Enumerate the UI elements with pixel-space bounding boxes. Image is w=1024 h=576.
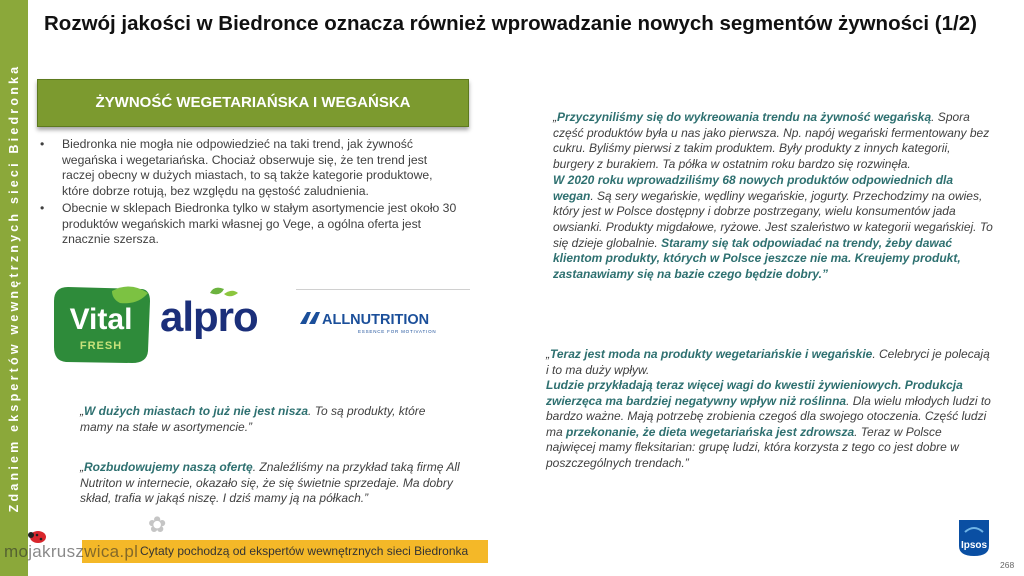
- section-banner: ŻYWNOŚĆ WEGETARIAŃSKA I WEGAŃSKA: [37, 79, 469, 127]
- allnutrition-logo-tagline: ESSENCE FOR MOTIVATION: [358, 329, 437, 334]
- vital-logo-subtext: FRESH: [79, 340, 123, 352]
- logo-divider-line: [296, 289, 470, 290]
- ipsos-logo-text: Ipsos: [960, 540, 988, 551]
- page-title: Rozwój jakości w Biedronce oznacza również wprowadzanie nowych segmentów żywności (1/2): [44, 12, 977, 35]
- watermark-flower-icon: ✿: [148, 512, 167, 537]
- bullet-list: [38, 137, 458, 250]
- quote-vegan-trend: „Przyczyniliśmy się do wykreowania trendu na żywność wegańską. Spora część produktów była u nas jako pierwsza. Np. napój wegański fermentowany bez cukru. Byliśmy pierwsi z takim produktem. Były produkty z innych kategorii, burgery z burakiem. Ta półka w ostatnim roku bardzo się rozwinęła. W 2020 roku wprowadziliśmy 68 nowych produktów odpowiednich dla wegan. Są sery wegańskie, wędliny wegańskie, jogurty. Przechodzimy na owies, który jest w Polsce dostępny i dobrze postrzegany, wielu konsumentów jada owsianki. Produkty migdałowe, ryżowe. Jest szaleństwo w kategorii wegańskiej. To się dzieje globalnie. Staramy się tak odpowiadać na trendy, żeby dawać klientom produkty, których w Polsce jeszcze nie ma. Kreujemy produkt, zastanawiamy się na bazie czego będzie dobry.”: [553, 110, 993, 282]
- allnutrition-logo: [298, 305, 462, 335]
- sidebar-band: [0, 0, 28, 576]
- bullet-item: • Biedronka nie mogła nie odpowiedzieć na taki trend, jak żywność wegańska i wegetariańska. Chociaż obserwuje się, że ten trend jest raczej obecny w dużych miastach, to są także kategorie produktowe, które dobrze rotują, bez względu na gęstość zaludnienia.: [38, 137, 458, 199]
- alpro-logo-text: alpro: [160, 293, 258, 339]
- alpro-logo: [158, 287, 276, 339]
- watermark-text: mojakruszwica.pl: [4, 542, 139, 561]
- quote-expanding-offer: „Rozbudowujemy naszą ofertę. Znaleźliśmy na przykład taką firmę All Nutriton w internecie, okazało się, że się świetnie sprzedaje. Ma dobry skład, trafia w jakąś niszę. I dziś mamy ją na półkach.”: [80, 460, 460, 505]
- quote-vegetarian-fashion: „Teraz jest moda na produkty wegetariańskie i wegańskie. Celebryci je polecają i to ma duży wpływ. Ludzie przykładają teraz więcej wagi do kwestii żywieniowych. Produkcja zwierzęca ma bardziej negatywny wpływ niż roślinna. Dla wielu młodych ludzi to bardzo ważne. Mają potrzebę zrobienia czegoś dla swojego otoczenia. Część ludzi ma przekonanie, że dieta wegetariańska jest zdrowsza. Teraz w Polsce najwięcej mamy fleksitarian: grupę ludzi, która korzysta z tego co jest dobre w poszczególnych trendach.”: [546, 347, 991, 470]
- vital-logo-text: Vital: [69, 303, 133, 336]
- bullet-item: • Obecnie w sklepach Biedronka tylko w stałym asortymencie jest około 30 produktów wegańskich marki własnej go Vege, a ogólna oferta jest znacznie szersza.: [38, 201, 458, 248]
- allnutrition-logo-text: ALLNUTRITION: [322, 312, 430, 328]
- sidebar-vertical-text: Zdaniem ekspertów wewnętrznych sieci Biedronka: [7, 63, 21, 513]
- ipsos-logo: [957, 518, 991, 558]
- vital-fresh-logo: [50, 283, 153, 366]
- page-number: 268: [1000, 560, 1015, 570]
- quote-big-cities: „W dużych miastach to już nie jest nisza. To są produkty, które mamy na stałe w asortymencie.”: [80, 404, 426, 434]
- footer-source-note: Cytaty pochodzą od ekspertów wewnętrznych sieci Biedronka: [82, 540, 488, 563]
